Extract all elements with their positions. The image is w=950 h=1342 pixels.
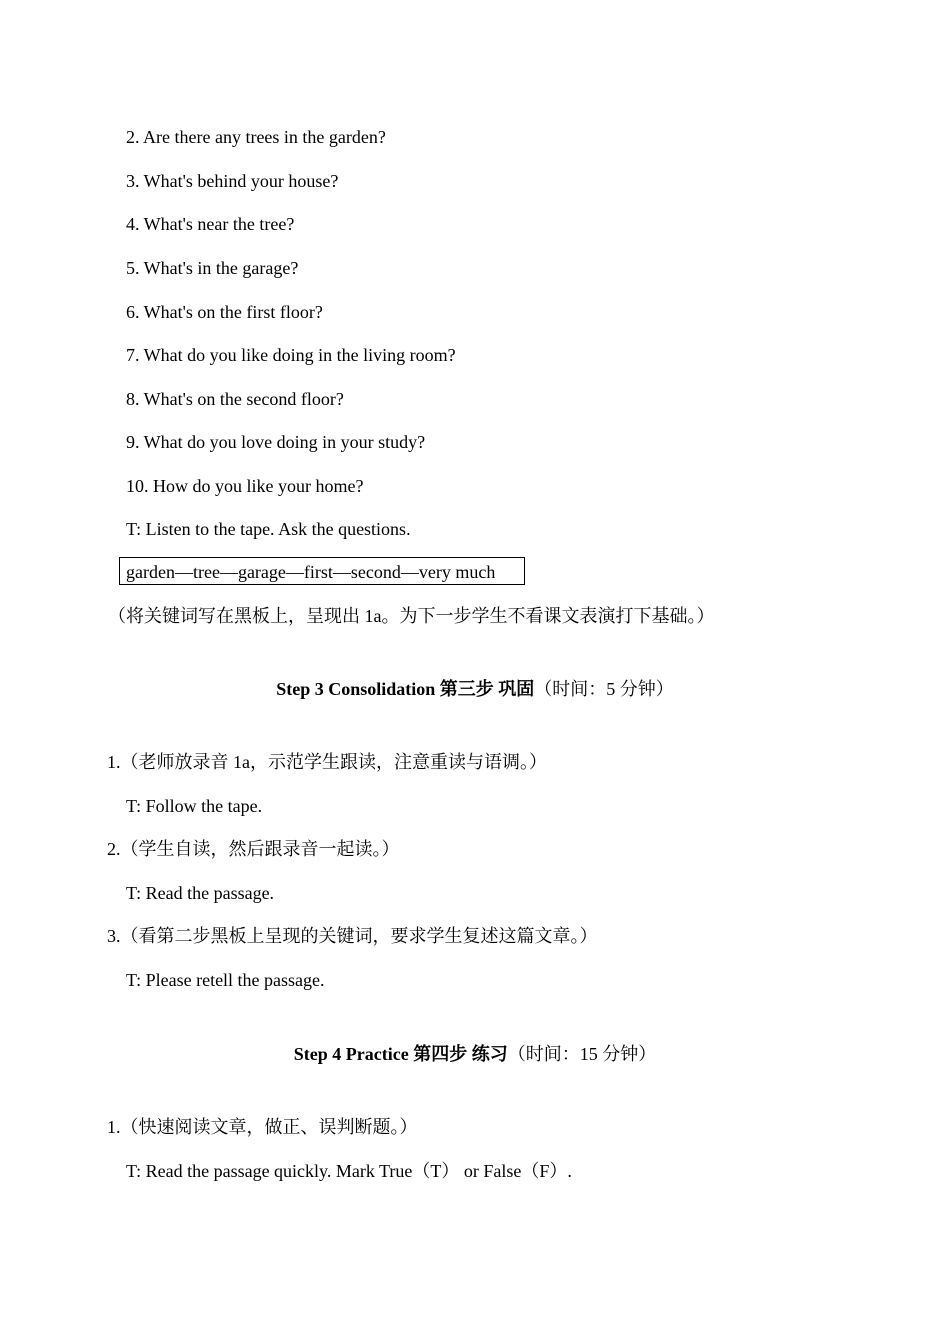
question-3: 3. What's behind your house? [126, 171, 339, 191]
step3-item-1-note [107, 751, 547, 773]
question-5: 5. What's in the garage? [126, 258, 299, 278]
step3-title: Step 3 Consolidation 第三步 巩固 [276, 679, 535, 699]
step4-title: Step 4 Practice 第四步 练习 [293, 1044, 508, 1064]
question-4: 4. What's near the tree? [126, 214, 295, 234]
step3-item-2-teacher: T: Read the passage. [126, 883, 275, 903]
step3-item-3-num: 3. [107, 926, 121, 946]
step4-item-1-text: （快速阅读文章，做正、误判断题。） [120, 1117, 418, 1137]
step4-item-1-num: 1. [107, 1117, 121, 1137]
step3-item-1-teacher: T: Follow the tape. [126, 796, 263, 816]
step3-item-1-text: （老师放录音 1a，示范学生跟读，注意重读与语调。） [120, 752, 547, 772]
question-10: 10. How do you like your home? [126, 476, 364, 496]
step4-item-1-note [107, 1116, 418, 1138]
step3-heading [0, 678, 950, 700]
step3-item-3-teacher: T: Please retell the passage. [126, 970, 325, 990]
step3-item-1-num: 1. [107, 752, 121, 772]
keywords-note: （将关键词写在黑板上，呈现出 1a。为下一步学生不看课文表演打下基础。） [108, 606, 715, 626]
question-6: 6. What's on the first floor? [126, 302, 323, 322]
step4-heading [0, 1043, 950, 1065]
step3-item-3-note [107, 925, 598, 947]
keywords-text: garden—tree—garage—first—second—very much [126, 562, 496, 582]
listen-instruction: T: Listen to the tape. Ask the questions. [126, 519, 411, 539]
step3-item-2-note [107, 838, 400, 860]
question-9: 9. What do you love doing in your study? [126, 432, 426, 452]
step4-time: （时间：15 分钟） [507, 1044, 657, 1064]
keywords-box [119, 557, 525, 585]
question-8: 8. What's on the second floor? [126, 389, 344, 409]
question-2: 2. Are there any trees in the garden? [126, 127, 386, 147]
question-7: 7. What do you like doing in the living room? [126, 345, 456, 365]
step4-item-1-teacher: T: Read the passage quickly. Mark True（T） or False（F）. [126, 1161, 572, 1181]
step3-item-2-num: 2. [107, 839, 121, 859]
step3-time: （时间：5 分钟） [534, 679, 674, 699]
step3-item-3-text: （看第二步黑板上呈现的关键词，要求学生复述这篇文章。） [120, 926, 598, 946]
step3-item-2-text: （学生自读，然后跟录音一起读。） [120, 839, 400, 859]
